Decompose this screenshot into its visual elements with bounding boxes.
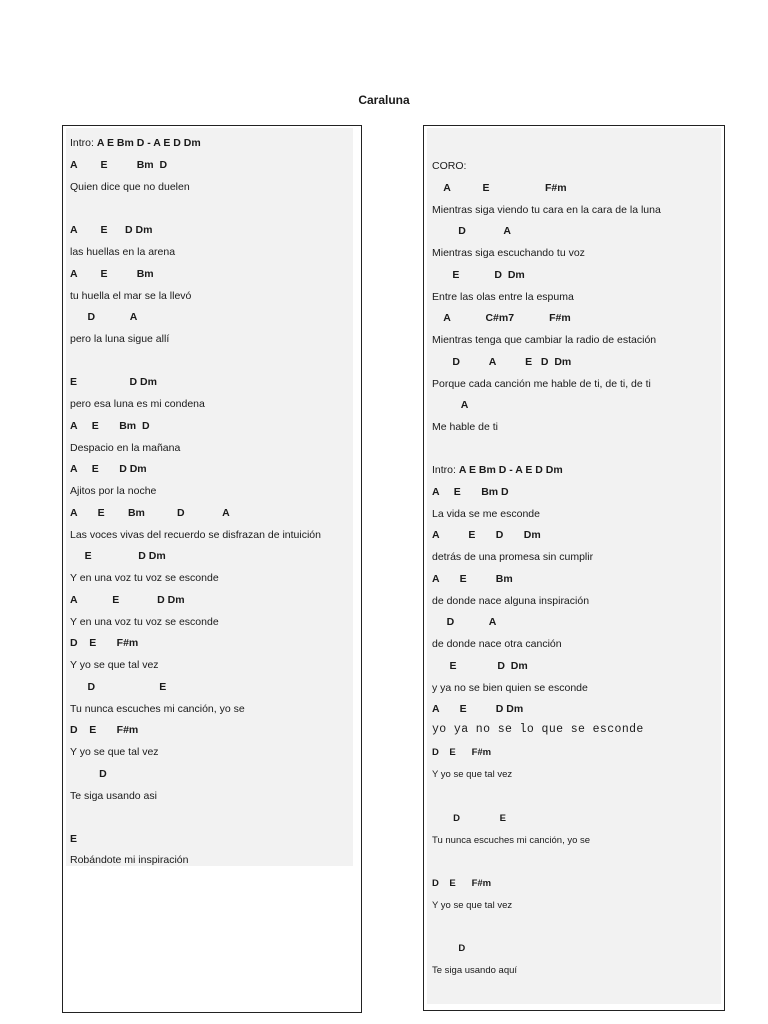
lyric-line: Ajitos por la noche (70, 485, 157, 497)
chord-line: E (70, 833, 78, 845)
lyric-line: Mientras siga viendo tu cara en la cara de la luna (432, 204, 661, 216)
chord-line: E D Dm (70, 550, 166, 562)
right-lyrics-box (423, 125, 725, 1011)
lyric-line: pero la luna sigue allí (70, 333, 170, 345)
chord-line: D (432, 943, 466, 954)
chord-line: A E Bm D (70, 159, 168, 171)
chord-line: D A (432, 616, 497, 628)
lyric-line: las huellas en la arena (70, 246, 176, 258)
chord-line: A E Bm (70, 268, 154, 280)
lyric-line: Quien dice que no duelen (70, 181, 190, 193)
lyric-line: de donde nace alguna inspiración (432, 595, 590, 607)
intro-chords: A E Bm D - A E D Dm (96, 137, 201, 149)
lyric-line: Te siga usando asi (70, 790, 157, 802)
chord-line: A C#m7 F#m (432, 312, 571, 324)
chord-line: D E (70, 681, 167, 693)
chord-line: D E F#m (70, 724, 139, 736)
lyric-line: Entre las olas entre la espuma (432, 291, 574, 303)
chord-line: A E Bm D A (70, 507, 230, 519)
lyric-line: Me hable de ti (432, 421, 498, 433)
lyric-line: pero esa luna es mi condena (70, 398, 205, 410)
chord-line: D A (432, 225, 511, 237)
lyric-line: detrás de una promesa sin cumplir (432, 551, 594, 563)
left-lyrics-box (62, 125, 362, 1013)
chord-line: D E F#m (70, 637, 139, 649)
chord-line: D E (432, 813, 506, 824)
chord-line: A E Bm D (432, 486, 509, 498)
intro-chords: A E Bm D - A E D Dm (458, 464, 563, 476)
lyric-line: Mientras siga escuchando tu voz (432, 247, 585, 259)
song-title: Caraluna (358, 93, 410, 107)
lyric-line: La vida se me esconde (432, 508, 540, 520)
intro-label: Intro: (432, 464, 459, 476)
lyric-line: Robándote mi inspiración (70, 854, 189, 866)
lyric-line: Y yo se que tal vez (432, 769, 513, 780)
lyric-line: Y en una voz tu voz se esconde (70, 616, 219, 628)
chord-line: D (70, 768, 107, 780)
lyric-line: Y yo se que tal vez (70, 659, 159, 671)
lyric-line: Mientras tenga que cambiar la radio de estación (432, 334, 657, 346)
lyric-line: Despacio en la mañana (70, 442, 181, 454)
lyric-line: Y yo se que tal vez (70, 746, 159, 758)
left-intro-line (70, 137, 201, 150)
chord-line: E D Dm (432, 660, 528, 672)
coro-label: CORO: (432, 160, 467, 172)
chord-line: D E F#m (432, 878, 492, 889)
chord-line: A E D Dm (70, 224, 153, 236)
lyric-line: Tu nunca escuches mi canción, yo se (432, 835, 591, 846)
chord-line: A E D Dm (432, 529, 541, 541)
chord-line: D A E D Dm (432, 356, 572, 368)
chord-line: A E D Dm (70, 594, 185, 606)
lyric-line: y ya no se bien quien se esconde (432, 682, 588, 694)
lyric-line: Y yo se que tal vez (432, 900, 513, 911)
intro-label: Intro: (70, 137, 97, 149)
lyric-line: Porque cada canción me hable de ti, de ti, de ti (432, 378, 651, 390)
chord-line: D A (70, 311, 138, 323)
chord-line: A E Bm D (70, 420, 150, 432)
chord-line: D E F#m (432, 747, 492, 758)
lyric-line: de donde nace otra canción (432, 638, 562, 650)
chord-line: A (432, 399, 469, 411)
lyric-line: Tu nunca escuches mi canción, yo se (70, 703, 245, 715)
lyric-line: tu huella el mar se la llevó (70, 290, 192, 302)
right-intro-line (432, 464, 563, 477)
chord-line: E D Dm (432, 269, 525, 281)
lyric-line: Las voces vivas del recuerdo se disfrazan de intuición (70, 529, 321, 541)
mono-lyric-line: yo ya no se lo que se esconde (432, 723, 644, 736)
chord-line: E D Dm (70, 376, 157, 388)
lyric-line: Y en una voz tu voz se esconde (70, 572, 219, 584)
chord-line: A E D Dm (432, 703, 524, 715)
chord-line: A E D Dm (70, 463, 147, 475)
chord-line: A E Bm (432, 573, 513, 585)
lyric-line: Te siga usando aquí (432, 965, 518, 976)
chord-line: A E F#m (432, 182, 567, 194)
